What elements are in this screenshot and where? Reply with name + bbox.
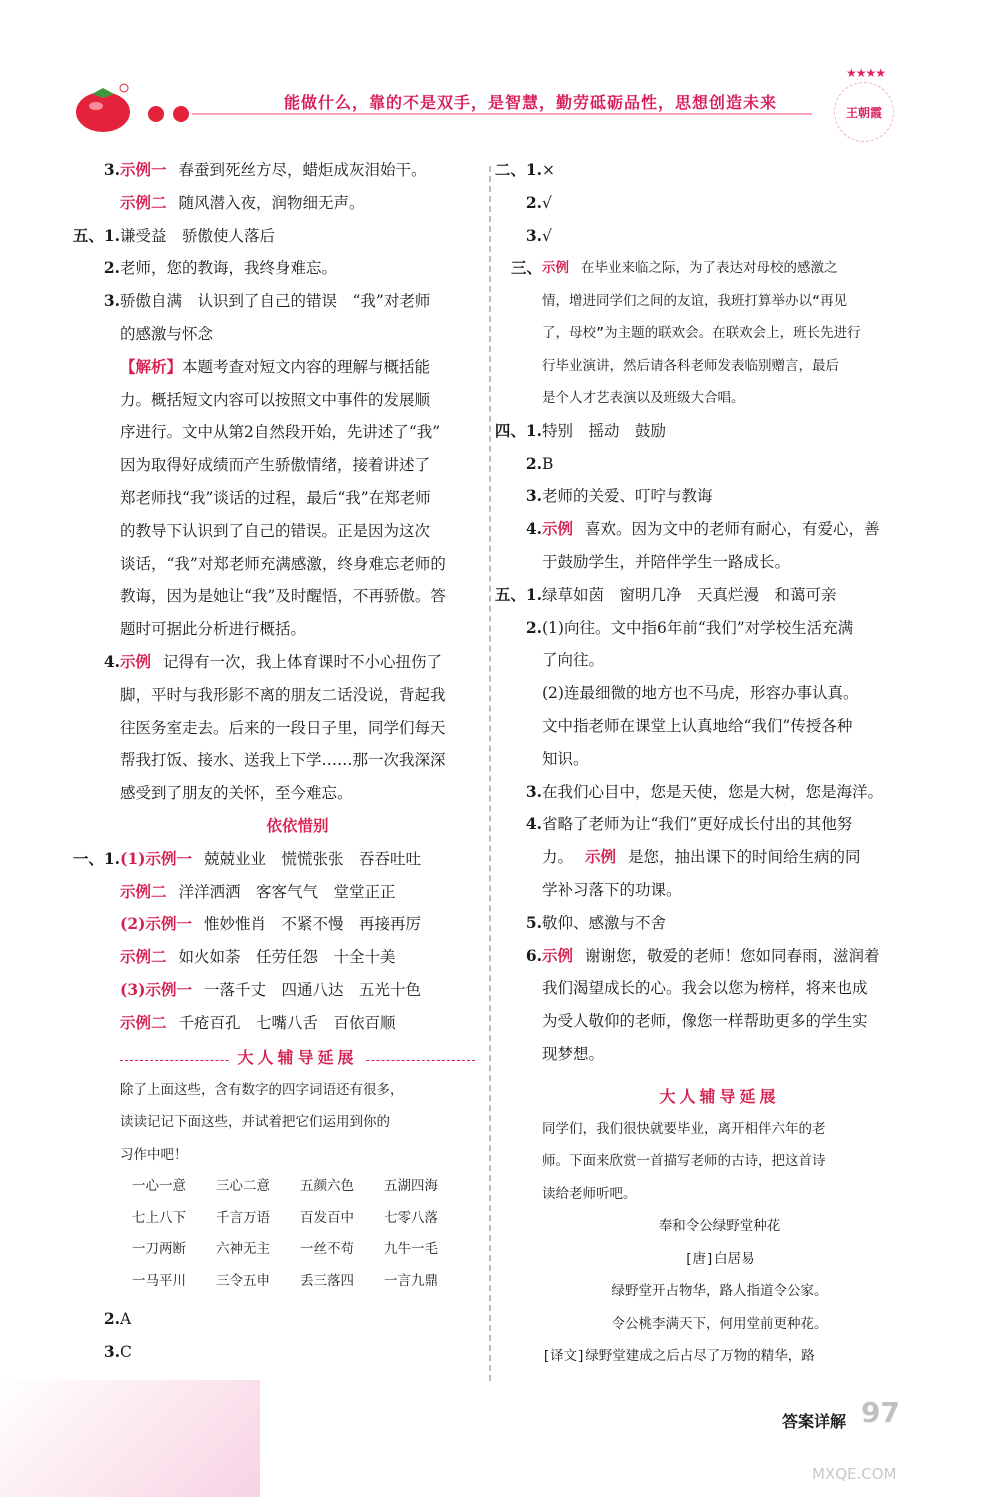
brand-logo: 王朝霞 <box>834 82 894 142</box>
idiom-word: 五湖四海 <box>384 1178 438 1195</box>
page-header <box>0 60 1000 160</box>
answer-line: 了，母校”为主题的联欢会。在联欢会上，班长先进行 <box>542 325 861 342</box>
answer-line: 五、1. 谦受益 骄傲使人落后 <box>72 225 276 245</box>
idiom-word: 六神无主 <box>216 1241 270 1258</box>
answer-line: 感受到了朋友的关怀，至今难忘。 <box>120 784 353 803</box>
answer-line: 文中指老师在课堂上认真地给“我们”传授各种 <box>542 717 853 736</box>
answer-line: 于鼓励学生，并陪伴学生一路成长。 <box>542 553 791 572</box>
answer-line: 2. (1)向往。文中指6年前“我们”对学校生活充满 <box>525 617 854 637</box>
answer-line: 二、1. × <box>494 160 555 179</box>
page-number: 97 <box>861 1396 900 1429</box>
analysis-line: 郑老师找“我”谈话的过程，最后“我”在郑老师 <box>120 488 431 507</box>
answer-line: 4. 示例 喜欢。因为文中的老师有耐心，有爱心，善 <box>525 519 880 539</box>
idiom-word: 三心二意 <box>216 1178 270 1195</box>
extension-text: 除了上面这些，含有数字的四字词语还有很多， <box>120 1081 404 1098</box>
tomato-mascot-icon <box>74 82 132 134</box>
answer-line: 为受人敬仰的老师，像您一样帮助更多的学生实 <box>542 1012 868 1031</box>
answer-line: 我们渴望成长的心。我会以您为榜样，将来也成 <box>542 979 868 998</box>
answer-line: 学补习落下的功课。 <box>542 881 682 900</box>
analysis-line: 的教导下认识到了自己的错误。正是因为这次 <box>120 521 431 540</box>
idiom-grid <box>120 1171 475 1297</box>
answer-line: 4. 示例 记得有一次，我上体育课时不小心扭伤了 <box>103 651 443 671</box>
answer-line: 往医务室走去。后来的一段日子里，同学们每天 <box>120 718 446 737</box>
header-motto: 能做什么，靠的不是双手，是智慧，勤劳砥砺品性，思想创造未来 <box>284 93 778 112</box>
idiom-word: 千言万语 <box>216 1209 270 1226</box>
answer-line: 力。 示例 是您，抽出课下的时间给生病的同 <box>542 847 861 867</box>
poem-author: [唐]白居易 <box>684 1250 755 1267</box>
answer-line: 3. C <box>103 1341 132 1361</box>
extension-box-header: 大人辅导延展 <box>542 1079 897 1113</box>
poem-line: 令公桃李满天下，何用堂前更种花。 <box>611 1315 828 1332</box>
answer-line: 3. 老师的关爱、叮咛与教诲 <box>525 486 713 506</box>
answer-line: (2)示例一 惟妙惟肖 不紧不慢 再接再厉 <box>120 914 421 934</box>
answer-line: (3)示例一 一落千丈 四通八达 五光十色 <box>120 979 421 999</box>
decor-dot <box>148 106 164 122</box>
footer-label: 答案详解 <box>782 1412 847 1431</box>
answer-line: 行毕业演讲，然后请各科老师发表临别赠言，最后 <box>542 357 839 374</box>
stars-icon: ★★★★ <box>846 66 886 80</box>
idiom-word: 一丝不苟 <box>300 1241 354 1258</box>
idiom-word: 七上八下 <box>132 1209 186 1226</box>
analysis-line: 【解析】本题考查对短文内容的理解与概括能 <box>120 356 431 376</box>
answer-line: 一、1. (1)示例一 兢兢业业 慌慌张张 吞吞吐吐 <box>72 848 421 868</box>
section-title: 依依惜别 <box>266 815 329 835</box>
answer-line: 2. 老师，您的教诲，我终身难忘。 <box>103 258 338 278</box>
answer-line: 示例二 千疮百孔 七嘴八舌 百依百顺 <box>120 1012 396 1032</box>
idiom-word: 一心一意 <box>132 1178 186 1195</box>
analysis-line: 序进行。文中从第2自然段开始，先讲述了“我” <box>120 423 441 442</box>
extension-text: 习作中吧！ <box>120 1146 188 1163</box>
extension-text: 同学们，我们很快就要毕业，离开相伴六年的老 <box>542 1120 826 1137</box>
analysis-line: 力。概括短文内容可以按照文中事件的发展顺 <box>120 390 431 409</box>
right-column <box>494 154 897 1373</box>
header-rule <box>192 113 812 115</box>
idiom-word: 丢三落四 <box>300 1272 354 1289</box>
idiom-word: 五颜六色 <box>300 1178 354 1195</box>
analysis-line: 因为取得好成绩而产生骄傲情绪，接着讲述了 <box>120 456 431 475</box>
analysis-line: 谈话，“我”对郑老师充满感激，终身难忘老师的 <box>120 554 446 573</box>
answer-line: 3. 在我们心目中，您是天使，您是大树，您是海洋。 <box>525 781 884 801</box>
idiom-word: 一言九鼎 <box>384 1272 438 1289</box>
answer-line: 2. B <box>525 453 554 473</box>
watermark: MXQE.COM <box>812 1465 897 1483</box>
answer-line: 的感激与怀念 <box>120 324 214 343</box>
poem-translation: [译文]绿野堂建成之后占尽了万物的精华，路 <box>542 1348 815 1365</box>
answer-line: 示例二 洋洋洒洒 客客气气 堂堂正正 <box>120 881 396 901</box>
idiom-word: 九牛一毛 <box>384 1241 438 1258</box>
answer-line: 四、1. 特别 摇动 鼓励 <box>494 420 667 440</box>
idiom-word: 三令五申 <box>216 1272 270 1289</box>
extension-box-header: 大人辅导延展 <box>120 1040 475 1074</box>
idiom-word: 一刀两断 <box>132 1241 186 1258</box>
answer-line: 2. √ <box>525 192 552 212</box>
answer-line: 情，增进同学们之间的友谊，我班打算举办以“再见 <box>542 292 848 309</box>
answer-line: 示例二 如火如荼 任劳任怨 十全十美 <box>120 947 396 967</box>
extension-text: 师。下面来欣赏一首描写老师的古诗，把这首诗 <box>542 1153 826 1170</box>
answer-line: 4. 省略了老师为让“我们”更好成长付出的其他努 <box>525 814 853 834</box>
column-divider <box>489 166 491 1381</box>
answer-line: 三、 示例 在毕业来临之际，为了表达对母校的感激之 <box>510 258 838 278</box>
extension-text: 读读记记下面这些，并试着把它们运用到你的 <box>120 1114 390 1131</box>
decor-dot <box>173 106 189 122</box>
answer-line: 帮我打饭、接水、送我上下学……那一次我深深 <box>120 751 446 770</box>
answer-line: 2. A <box>103 1309 132 1329</box>
answer-line: 3. 示例一 春蚕到死丝方尽，蜡炬成灰泪始干。 <box>103 160 427 179</box>
answer-line: 3. 骄傲自满 认识到了自己的错误 “我”对老师 <box>103 291 431 311</box>
idiom-word: 一马平川 <box>132 1272 186 1289</box>
analysis-line: 教诲，因为是她让“我”及时醒悟，不再骄傲。答 <box>120 587 446 606</box>
poem-line: 绿野堂开占物华，路人指道令公家。 <box>611 1283 828 1300</box>
answer-line: 五、1. 绿草如茵 窗明几净 天真烂漫 和蔼可亲 <box>494 584 837 604</box>
answer-line: 脚，平时与我形影不离的朋友二话没说，背起我 <box>120 685 446 704</box>
poem-title: 奉和令公绿野堂种花 <box>658 1218 781 1235</box>
answer-line: 5. 敬仰、感激与不舍 <box>525 912 667 932</box>
answer-line: 了向往。 <box>542 651 605 670</box>
answer-line: 6. 示例 谢谢您，敬爱的老师！您如同春雨，滋润着 <box>525 945 880 965</box>
answer-line: 示例二 随风潜入夜，润物细无声。 <box>120 192 365 212</box>
extension-text: 读给老师听吧。 <box>542 1185 637 1202</box>
answer-line: 是个人才艺表演以及班级大合唱。 <box>542 390 745 407</box>
idiom-word: 七零八落 <box>384 1209 438 1226</box>
analysis-line: 题时可据此分析进行概括。 <box>120 620 307 639</box>
answer-line: 现梦想。 <box>542 1045 605 1064</box>
idiom-word: 百发百中 <box>300 1209 354 1226</box>
answer-line: 3. √ <box>525 225 552 245</box>
answer-line: 知识。 <box>542 749 589 768</box>
left-column <box>72 154 475 1369</box>
decorative-corner <box>0 1380 260 1497</box>
answer-line: (2)连最细微的地方也不马虎，形容办事认真。 <box>542 684 859 703</box>
